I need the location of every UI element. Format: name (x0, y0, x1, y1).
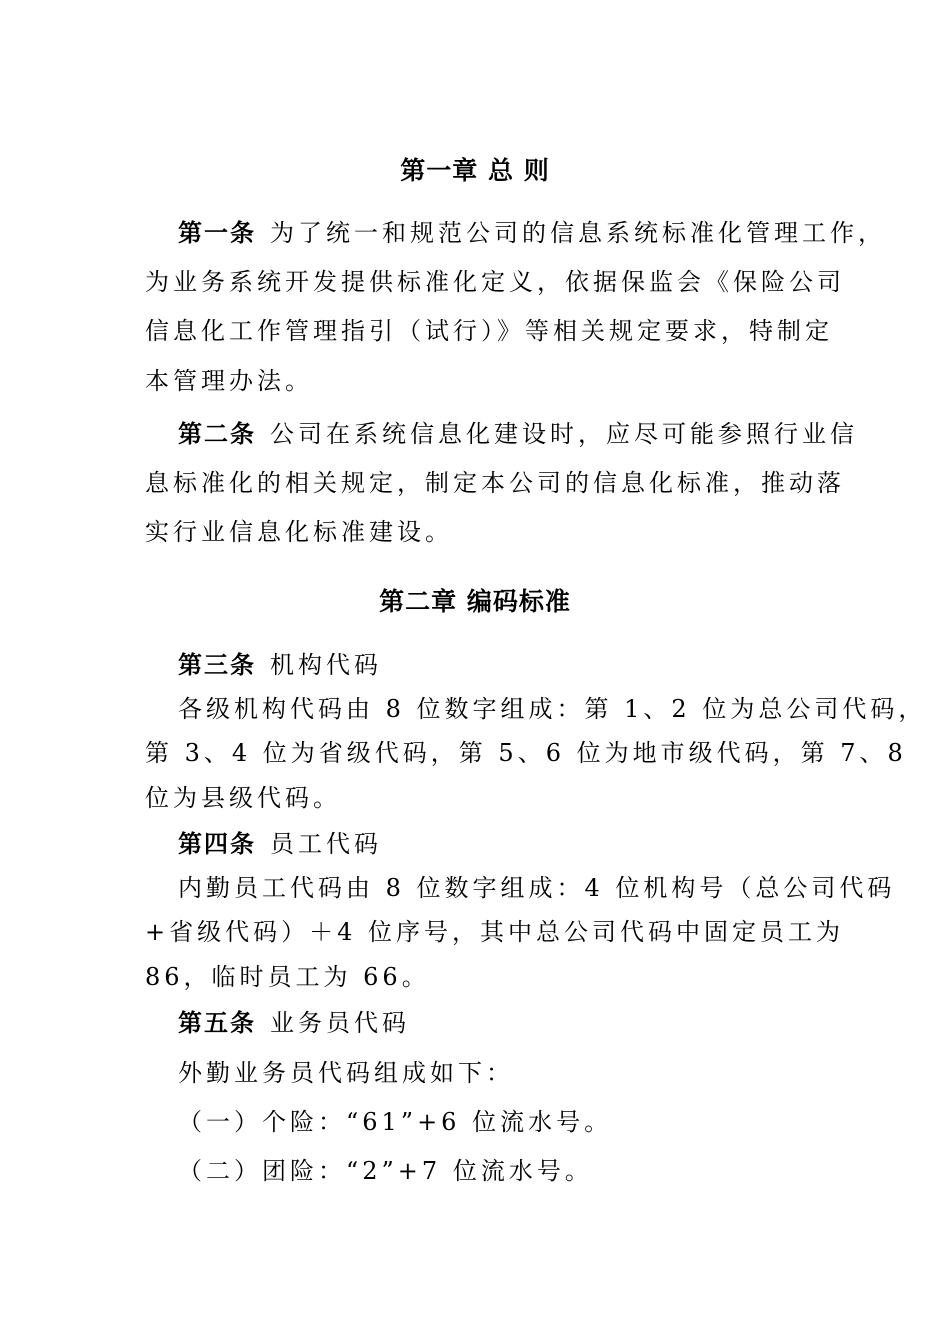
article-3-text-line: 各级机构代码由 8 位数字组成：第 1、2 位为总公司代码， (178, 695, 927, 723)
chapter-2-title: 第二章 编码标准 (379, 587, 571, 616)
article-1-text-line: 为了统一和规范公司的信息系统标准化管理工作， (270, 219, 886, 247)
article-3-heading: 机构代码 (270, 651, 382, 679)
article-2-number: 第二条 (178, 420, 256, 448)
article-4-heading-line (178, 829, 382, 859)
article-5-heading-line (178, 1008, 410, 1038)
article-3-text-line: 位为县级代码。 (145, 784, 341, 812)
article-5-number: 第五条 (178, 1009, 256, 1037)
article-4-text-line: 86，临时员工为 66。 (145, 963, 430, 991)
article-3-number: 第三条 (178, 651, 256, 679)
article-4-number: 第四条 (178, 830, 256, 858)
article-4-text-line: 内勤员工代码由 8 位数字组成：4 位机构号（总公司代码 (178, 874, 896, 902)
article-1-text-line: 信息化工作管理指引（试行）》等相关规定要求，特制定 (145, 317, 833, 345)
article-3-heading-line (178, 650, 382, 680)
article-2-text-line: 息标准化的相关规定，制定本公司的信息化标准，推动落 (145, 469, 845, 497)
article-5-list-item: （一）个险：“61”+6 位流水号。 (178, 1108, 613, 1136)
article-5-text-line: 外勤业务员代码组成如下： (178, 1059, 514, 1087)
article-3-text-line: 第 3、4 位为省级代码，第 5、6 位为地市级代码，第 7、8 (145, 739, 907, 767)
chapter-1-title: 第一章 总 则 (400, 156, 550, 185)
article-1-text-line: 本管理办法。 (145, 367, 313, 395)
article-4-heading: 员工代码 (270, 830, 382, 858)
article-1-first-line (178, 218, 886, 248)
article-4-text-line: +省级代码）＋4 位序号，其中总公司代码中固定员工为 (145, 918, 845, 946)
article-1-number: 第一条 (178, 219, 256, 247)
article-5-heading: 业务员代码 (270, 1009, 410, 1037)
article-5-list-item: （二）团险：“2”+7 位流水号。 (178, 1157, 593, 1185)
article-2-text-line: 公司在系统信息化建设时，应尽可能参照行业信 (270, 420, 858, 448)
article-2-first-line (178, 419, 858, 449)
article-2-text-line: 实行业信息化标准建设。 (145, 518, 453, 546)
article-1-text-line: 为业务系统开发提供标准化定义，依据保监会《保险公司 (145, 268, 845, 296)
